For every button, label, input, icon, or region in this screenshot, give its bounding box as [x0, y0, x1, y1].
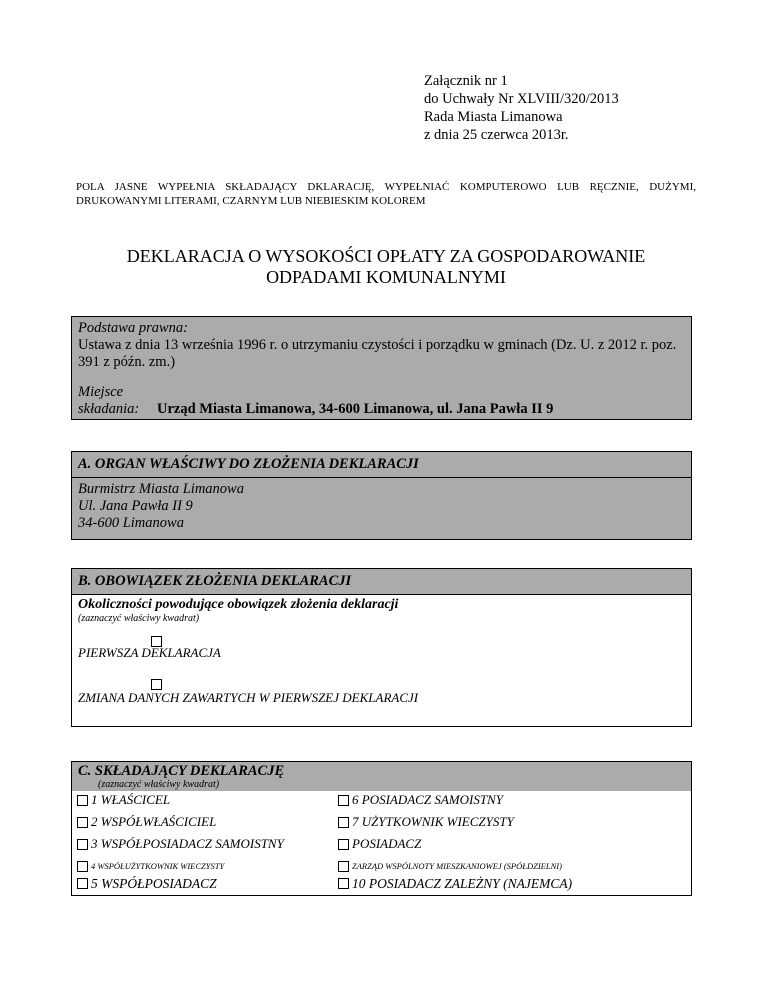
filer-option[interactable]	[338, 793, 503, 807]
filer-checkbox[interactable]	[338, 795, 349, 806]
filer-option[interactable]	[338, 859, 562, 873]
filer-option-label: 2 WSPÓŁWŁAŚCICIEL	[91, 814, 217, 829]
section-c-hint: (zaznaczyć właściwy kwadrat)	[98, 779, 220, 790]
filer-option-label: 7 UŻYTKOWNIK WIECZYSTY	[352, 814, 514, 829]
filer-option[interactable]	[338, 815, 514, 829]
section-b-body	[71, 594, 692, 727]
filer-checkbox[interactable]	[77, 861, 88, 872]
first-declaration-checkbox-wrap	[78, 632, 685, 645]
place-label-line: Miejsce	[78, 384, 124, 400]
filer-option[interactable]	[77, 837, 284, 851]
header-line: Rada Miasta Limanowa	[424, 109, 563, 125]
section-b-hint: (zaznaczyć właściwy kwadrat)	[78, 613, 200, 624]
section-b-heading: B. OBOWIĄZEK ZŁOŻENIA DEKLARACJI	[71, 568, 692, 594]
filer-checkbox[interactable]	[338, 861, 349, 872]
filer-option-label: 10 POSIADACZ ZALEŻNY (NAJEMCA)	[352, 876, 573, 891]
document-title	[76, 246, 696, 288]
header-line: Załącznik nr 1	[424, 73, 508, 89]
first-declaration-label: PIERWSZA DEKLARACJA	[78, 645, 221, 660]
filer-checkbox[interactable]	[338, 839, 349, 850]
authority-line: 34-600 Limanowa	[78, 515, 184, 531]
filer-option-label: ZARZĄD WSPÓLNOTY MIESZKANIOWEJ (SPÓŁDZIELNI)	[352, 861, 562, 871]
header-line: z dnia 25 czerwca 2013r.	[424, 127, 569, 143]
change-declaration-checkbox[interactable]	[151, 679, 162, 690]
title-line-1: DEKLARACJA O WYSOKOŚCI OPŁATY ZA GOSPODAROWANIE	[126, 246, 646, 266]
filer-checkbox[interactable]	[77, 839, 88, 850]
filer-option-label: 4 WSPÓŁUŻYTKOWNIK WIECZYSTY	[91, 861, 225, 871]
filer-option-label: 1 WŁAŚCICEL	[91, 792, 171, 807]
section-c-heading: C. SKŁADAJĄCY DEKLARACJĘ	[78, 763, 285, 779]
filer-option[interactable]	[338, 877, 572, 891]
section-a-body	[71, 477, 692, 540]
section-c-body	[71, 791, 692, 896]
filer-checkbox[interactable]	[338, 878, 349, 889]
place-label	[78, 384, 157, 418]
filer-option-label: 3 WSPÓŁPOSIADACZ SAMOISTNY	[91, 836, 284, 851]
attachment-header	[424, 72, 619, 144]
legal-basis-box	[71, 316, 692, 420]
filer-option[interactable]	[77, 859, 224, 873]
filer-option[interactable]	[77, 815, 216, 829]
header-line: do Uchwały Nr XLVIII/320/2013	[424, 91, 619, 107]
filer-option[interactable]	[77, 793, 170, 807]
change-declaration-label: ZMIANA DANYCH ZAWARTYCH W PIERWSZEJ DEKLARACJI	[78, 690, 419, 705]
filer-checkbox[interactable]	[77, 795, 88, 806]
filer-option-label: POSIADACZ	[352, 836, 422, 851]
filer-option-label: 6 POSIADACZ SAMOISTNY	[352, 792, 503, 807]
filer-checkbox[interactable]	[77, 878, 88, 889]
legal-basis-text: Ustawa z dnia 13 września 1996 r. o utrzymaniu czystości i porządku w gminach (Dz. U. z 2012 r. poz. 391 z późn. zm.)	[78, 337, 677, 370]
filer-checkbox[interactable]	[338, 817, 349, 828]
section-b-lead: Okoliczności powodujące obowiązek złożenia deklaracji	[78, 597, 399, 612]
authority-line: Ul. Jana Pawła II 9	[78, 498, 193, 514]
place-value: Urząd Miasta Limanowa, 34-600 Limanowa, ul. Jana Pawła II 9	[157, 401, 554, 417]
filer-checkbox[interactable]	[77, 817, 88, 828]
section-c-heading-box	[71, 761, 692, 791]
section-a-heading: A. ORGAN WŁAŚCIWY DO ZŁOŻENIA DEKLARACJI	[71, 451, 692, 477]
change-declaration-checkbox-wrap	[78, 675, 685, 688]
filer-option-label: 5 WSPÓŁPOSIADACZ	[91, 876, 217, 891]
fill-instructions: POLA JASNE WYPEŁNIA SKŁADAJĄCY DKLARACJĘ, WYPEŁNIAĆ KOMPUTEROWO LUB RĘCZNIE, DUŻYMI, DRUKOWANYMI LITERAMI, CZARNYM LUB NIEBIESKIM KOLOREM	[76, 181, 696, 207]
authority-line: Burmistrz Miasta Limanowa	[78, 481, 244, 497]
place-label-line: składania:	[78, 401, 140, 417]
legal-basis-label: Podstawa prawna:	[78, 320, 188, 336]
title-line-2: ODPADAMI KOMUNALNYMI	[266, 267, 506, 287]
filer-option[interactable]	[77, 877, 217, 891]
place-row	[78, 384, 685, 418]
filer-option[interactable]	[338, 837, 421, 851]
